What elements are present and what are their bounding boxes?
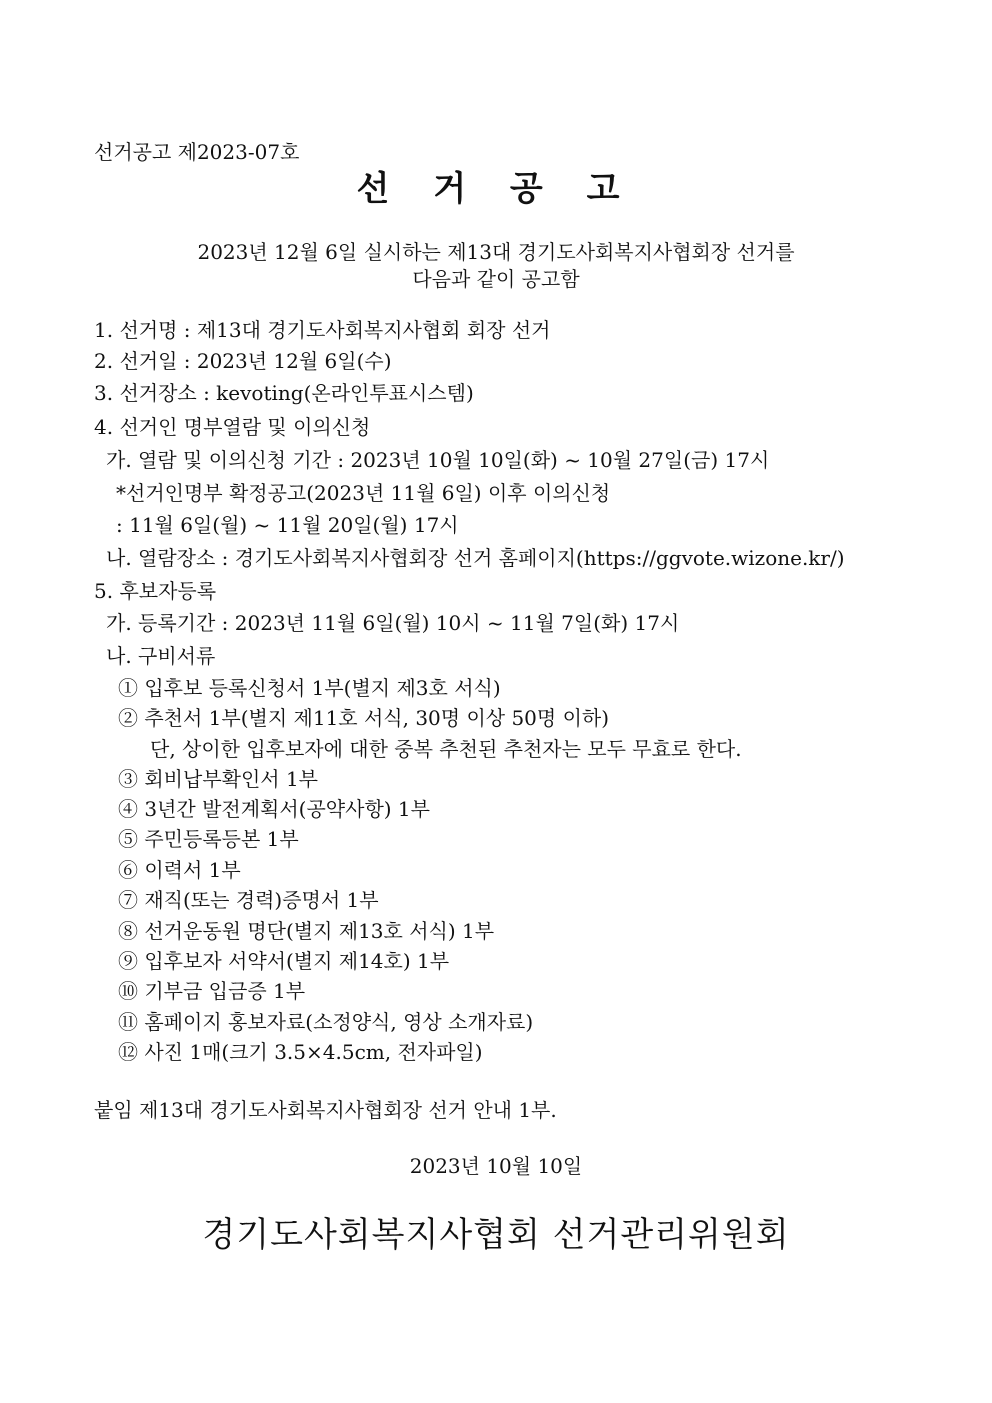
required-doc-11: ⑪ 홈페이지 홍보자료(소정양식, 영상 소개자료) — [118, 1010, 534, 1034]
issuer-name: 경기도사회복지사협회 선거관리위원회 — [202, 1215, 790, 1255]
required-doc-12: ⑫ 사진 1매(크기 3.5×4.5cm, 전자파일) — [118, 1040, 483, 1064]
item-candidate-heading: 5. 후보자등록 — [94, 579, 217, 603]
required-doc-5: ⑤ 주민등록등본 1부 — [118, 827, 299, 851]
required-doc-2-note: 단, 상이한 입후보자에 대한 중복 추천된 추천자는 모두 무효로 한다. — [150, 737, 742, 761]
item-election-place: 3. 선거장소 : kevoting(온라인투표시스템) — [94, 381, 474, 405]
candidate-docs-heading: 나. 구비서류 — [106, 644, 216, 668]
roster-period: 가. 열람 및 이의신청 기간 : 2023년 10월 10일(화) ~ 10월 27일(금) 17시 — [106, 448, 770, 472]
intro-line-1: 2023년 12월 6일 실시하는 제13대 경기도사회복지사협회장 선거를 — [197, 240, 795, 264]
document-title: 선 거 공 고 — [356, 169, 636, 209]
required-doc-2: ② 추천서 1부(별지 제11호 서식, 30명 이상 50명 이하) — [118, 706, 610, 730]
roster-note-line-1: *선거인명부 확정공고(2023년 11월 6일) 이후 이의신청 — [116, 481, 611, 505]
required-doc-1: ① 입후보 등록신청서 1부(별지 제3호 서식) — [118, 676, 501, 700]
roster-note-line-2: : 11월 6일(월) ~ 11월 20일(월) 17시 — [116, 513, 459, 537]
item-election-date: 2. 선거일 : 2023년 12월 6일(수) — [94, 349, 392, 373]
required-doc-9: ⑨ 입후보자 서약서(별지 제14호) 1부 — [118, 949, 450, 973]
item-roster-heading: 4. 선거인 명부열람 및 이의신청 — [94, 415, 371, 439]
item-election-name: 1. 선거명 : 제13대 경기도사회복지사협회 회장 선거 — [94, 318, 551, 342]
roster-place: 나. 열람장소 : 경기도사회복지사협회장 선거 홈페이지(https://ggvote.wizone.kr/) — [106, 546, 845, 570]
required-doc-4: ④ 3년간 발전계획서(공약사항) 1부 — [118, 797, 430, 821]
required-doc-7: ⑦ 재직(또는 경력)증명서 1부 — [118, 888, 379, 912]
document-number: 선거공고 제2023-07호 — [94, 140, 300, 164]
required-doc-6: ⑥ 이력서 1부 — [118, 858, 241, 882]
attachment-note: 붙임 제13대 경기도사회복지사협회장 선거 안내 1부. — [94, 1098, 557, 1122]
candidate-period: 가. 등록기간 : 2023년 11월 6일(월) 10시 ~ 11월 7일(화) 17시 — [106, 611, 680, 635]
required-doc-8: ⑧ 선거운동원 명단(별지 제13호 서식) 1부 — [118, 919, 495, 943]
intro-line-2: 다음과 같이 공고함 — [412, 267, 580, 291]
required-doc-10: ⑩ 기부금 입금증 1부 — [118, 979, 306, 1003]
announcement-date: 2023년 10월 10일 — [409, 1154, 583, 1178]
required-doc-3: ③ 회비납부확인서 1부 — [118, 767, 318, 791]
